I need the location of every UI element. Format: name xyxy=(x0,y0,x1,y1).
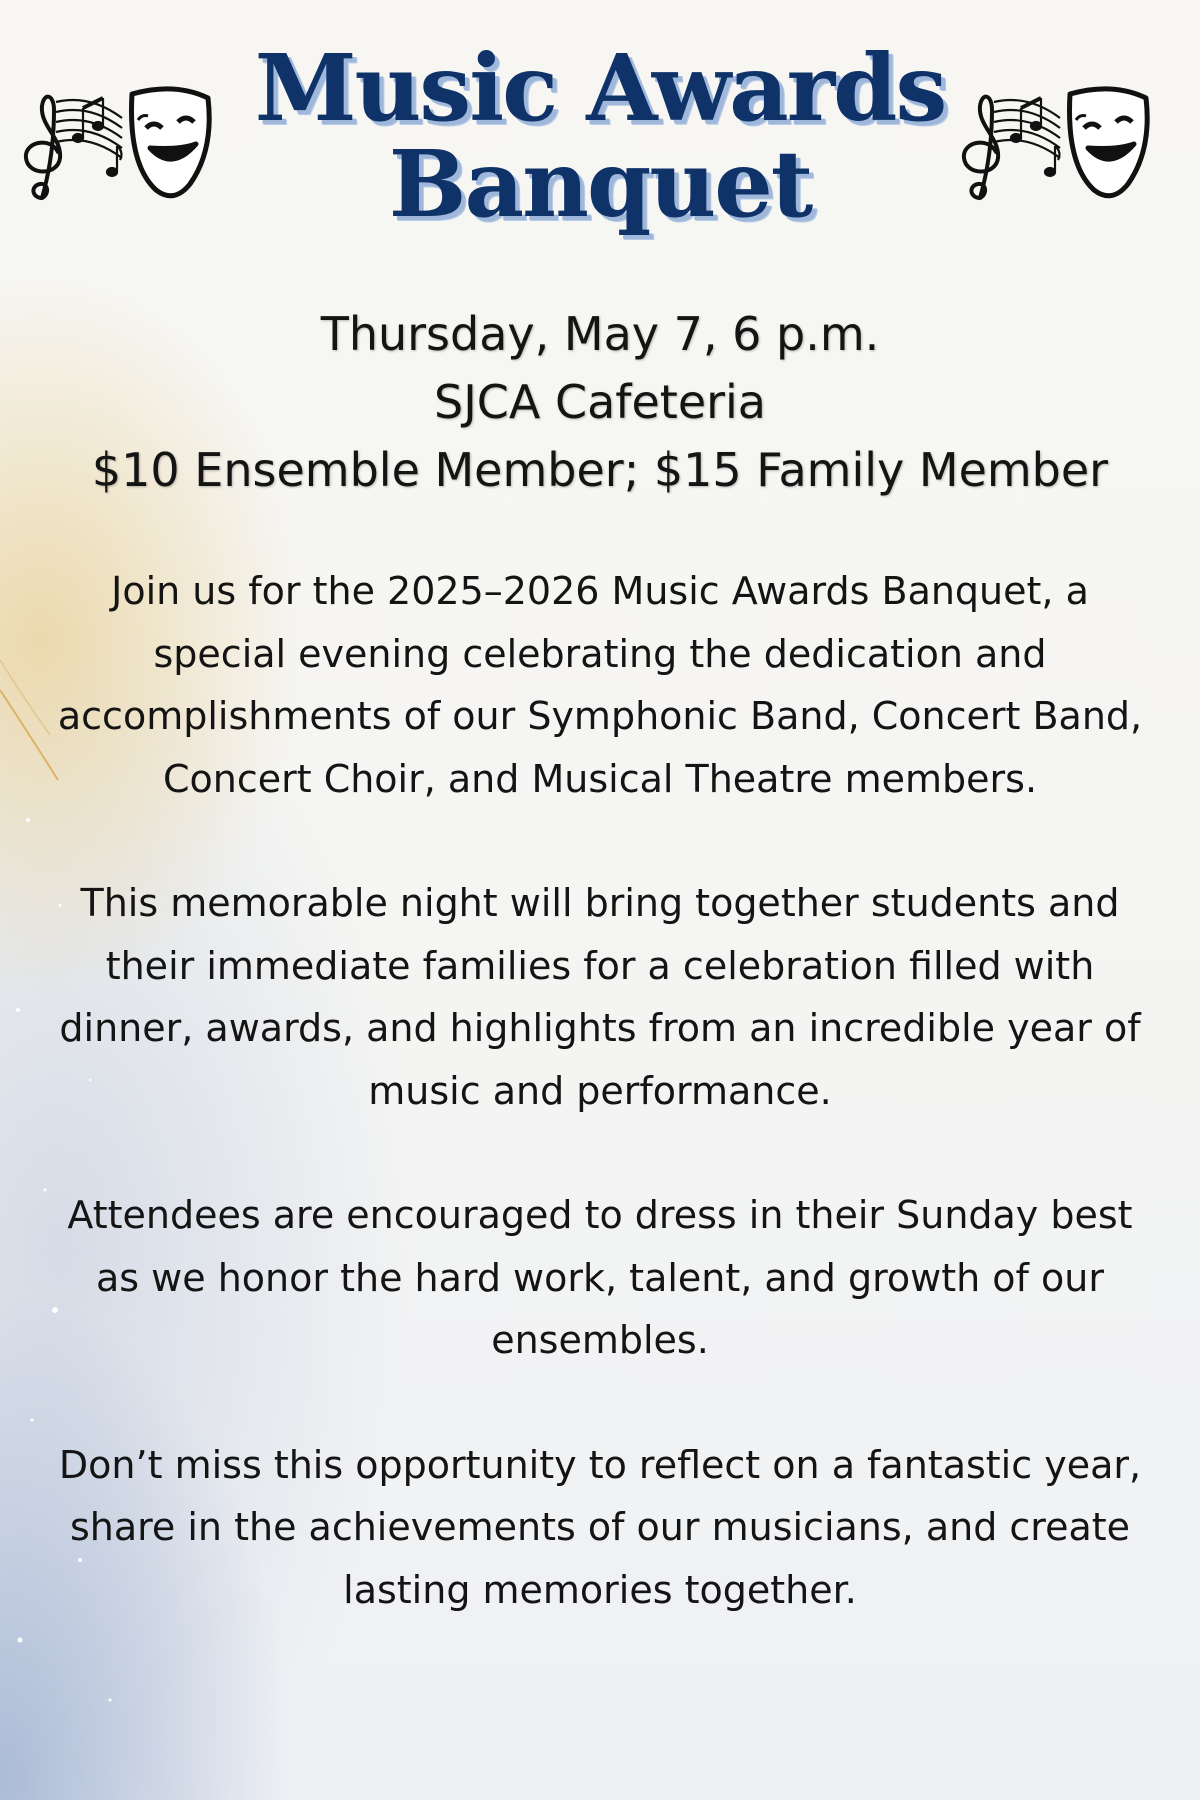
description-paragraph-2: This memorable night will bring together students and their immediate families for a celebration filled with dinner, awards, and highlights from an incredible year of music and performance. xyxy=(59,881,1141,1113)
music-theatre-emblem-left xyxy=(10,80,220,210)
title-line-2: Banquet xyxy=(388,130,812,238)
event-description xyxy=(50,560,1150,1621)
title-line-1: Music Awards xyxy=(254,34,946,142)
music-notes-icon xyxy=(56,98,122,176)
page-title xyxy=(200,34,1000,238)
event-pricing: $10 Ensemble Member; $15 Family Member xyxy=(91,443,1109,497)
description-paragraph-3: Attendees are encouraged to dress in their Sunday best as we honor the hard work, talent, and growth of our ensembles. xyxy=(67,1193,1133,1362)
comedy-mask-icon xyxy=(132,89,210,196)
comedy-mask-icon xyxy=(1070,89,1148,196)
event-details xyxy=(40,300,1160,504)
event-date-time: Thursday, May 7, 6 p.m. xyxy=(320,307,880,361)
description-paragraph-1: Join us for the 2025–2026 Music Awards Banquet, a special evening celebrating the dedication and accomplishments of our Symphonic Band, Concert Band, Concert Choir, and Musical Theatre members. xyxy=(57,569,1143,801)
description-paragraph-4: Don’t miss this opportunity to reflect on a fantastic year, share in the achievements of our musicians, and create lasting memories together. xyxy=(58,1442,1142,1612)
music-notes-icon xyxy=(994,98,1060,176)
event-location: SJCA Cafeteria xyxy=(434,375,766,429)
treble-clef-icon xyxy=(26,97,60,198)
